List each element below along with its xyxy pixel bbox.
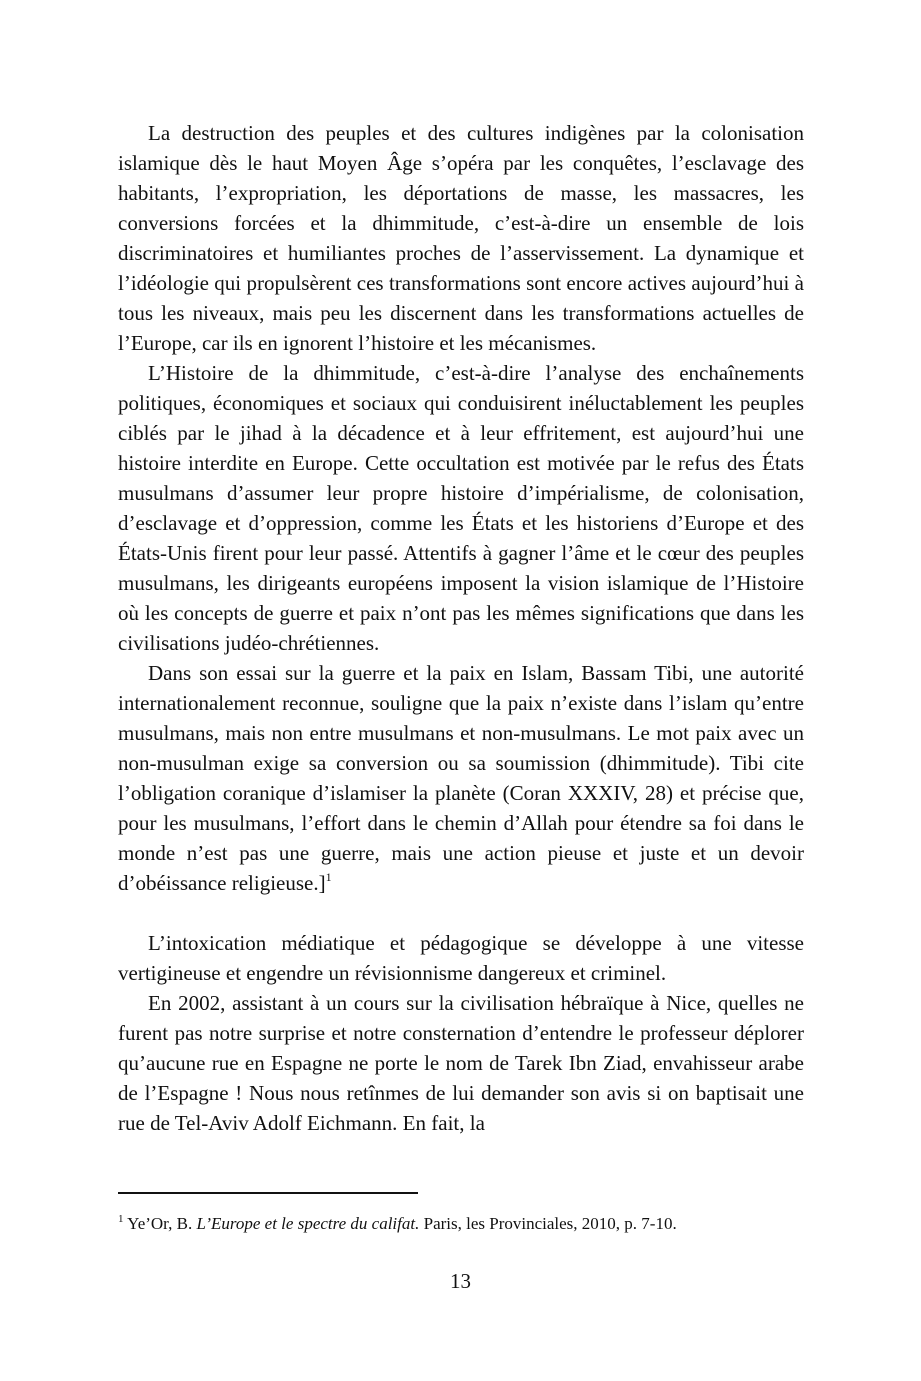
footnote (118, 1213, 818, 1235)
footnote-marker: 1 (118, 1213, 124, 1225)
page-number: 13 (450, 1269, 471, 1293)
page-body (118, 118, 804, 1138)
footnote-author: Ye’Or, B. (127, 1214, 193, 1233)
footnote-separator (118, 1192, 418, 1194)
footnote-details: Paris, les Provinciales, 2010, p. 7-10. (423, 1214, 677, 1233)
footnote-reference: 1 (325, 870, 332, 884)
paragraph-5: En 2002, assistant à un cours sur la civilisation hébraïque à Nice, quelles ne furent pas notre surprise et notre consternation d’entendre le professeur déplorer qu’aucune rue en Espagne ne porte le nom de Tarek Ibn Ziad, envahisseur arabe de l’Espagne ! Nous nous retînmes de lui demander son avis si on baptisait une rue de Tel-Aviv Adolf Eichmann. En fait, la (118, 991, 804, 1135)
paragraph-gap (118, 898, 804, 928)
paragraph-3 (118, 658, 804, 898)
paragraph-2: L’Histoire de la dhimmitude, c’est-à-dire l’analyse des enchaînements politiques, économiques et sociaux qui conduisirent inéluctablement les peuples ciblés par le jihad à la décadence et à leur effritement, est aujourd’hui une histoire interdite en Europe. Cette occultation est motivée par le refus des États musulmans d’assumer leur propre histoire d’impérialisme, de colonisation, d’esclavage et d’oppression, comme les États et les historiens d’Europe et des États-Unis firent pour leur passé. Attentifs à gagner l’âme et le cœur des peuples musulmans, les dirigeants européens imposent la vision islamique de l’Histoire où les concepts de guerre et paix n’ont pas les mêmes significations que dans les civilisations judéo-chrétiennes. (118, 361, 804, 655)
paragraph-3-text: Dans son essai sur la guerre et la paix en Islam, Bassam Tibi, une autorité internationalement reconnue, souligne que la paix n’existe dans l’islam qu’entre musulmans, mais non entre musulmans et non-musulmans. Le mot paix avec un non-musulman exige sa conversion ou sa soumission (dhimmitude). Tibi cite l’obligation coranique d’islamiser la planète (Coran XXXIV, 28) et précise que, pour les musulmans, l’effort dans le chemin d’Allah pour étendre sa foi dans le monde n’est pas une guerre, mais une action pieuse et juste et un devoir d’obéissance religieuse.] (118, 661, 804, 895)
paragraph-4: L’intoxication médiatique et pédagogique se développe à une vitesse vertigineuse et engendre un révisionnisme dangereux et criminel. (118, 931, 804, 985)
paragraph-1: La destruction des peuples et des cultures indigènes par la colonisation islamique dès le haut Moyen Âge s’opéra par les conquêtes, l’esclavage des habitants, l’expropriation, les déportations de masse, les massacres, les conversions forcées et la dhimmitude, c’est-à-dire un ensemble de lois discriminatoires et humiliantes proches de l’asservissement. La dynamique et l’idéologie qui propulsèrent ces transformations sont encore actives aujourd’hui à tous les niveaux, mais peu les discernent dans les transformations actuelles de l’Europe, car ils en ignorent l’histoire et les mécanismes. (118, 121, 804, 355)
footnote-title: L’Europe et le spectre du califat. (196, 1214, 420, 1233)
